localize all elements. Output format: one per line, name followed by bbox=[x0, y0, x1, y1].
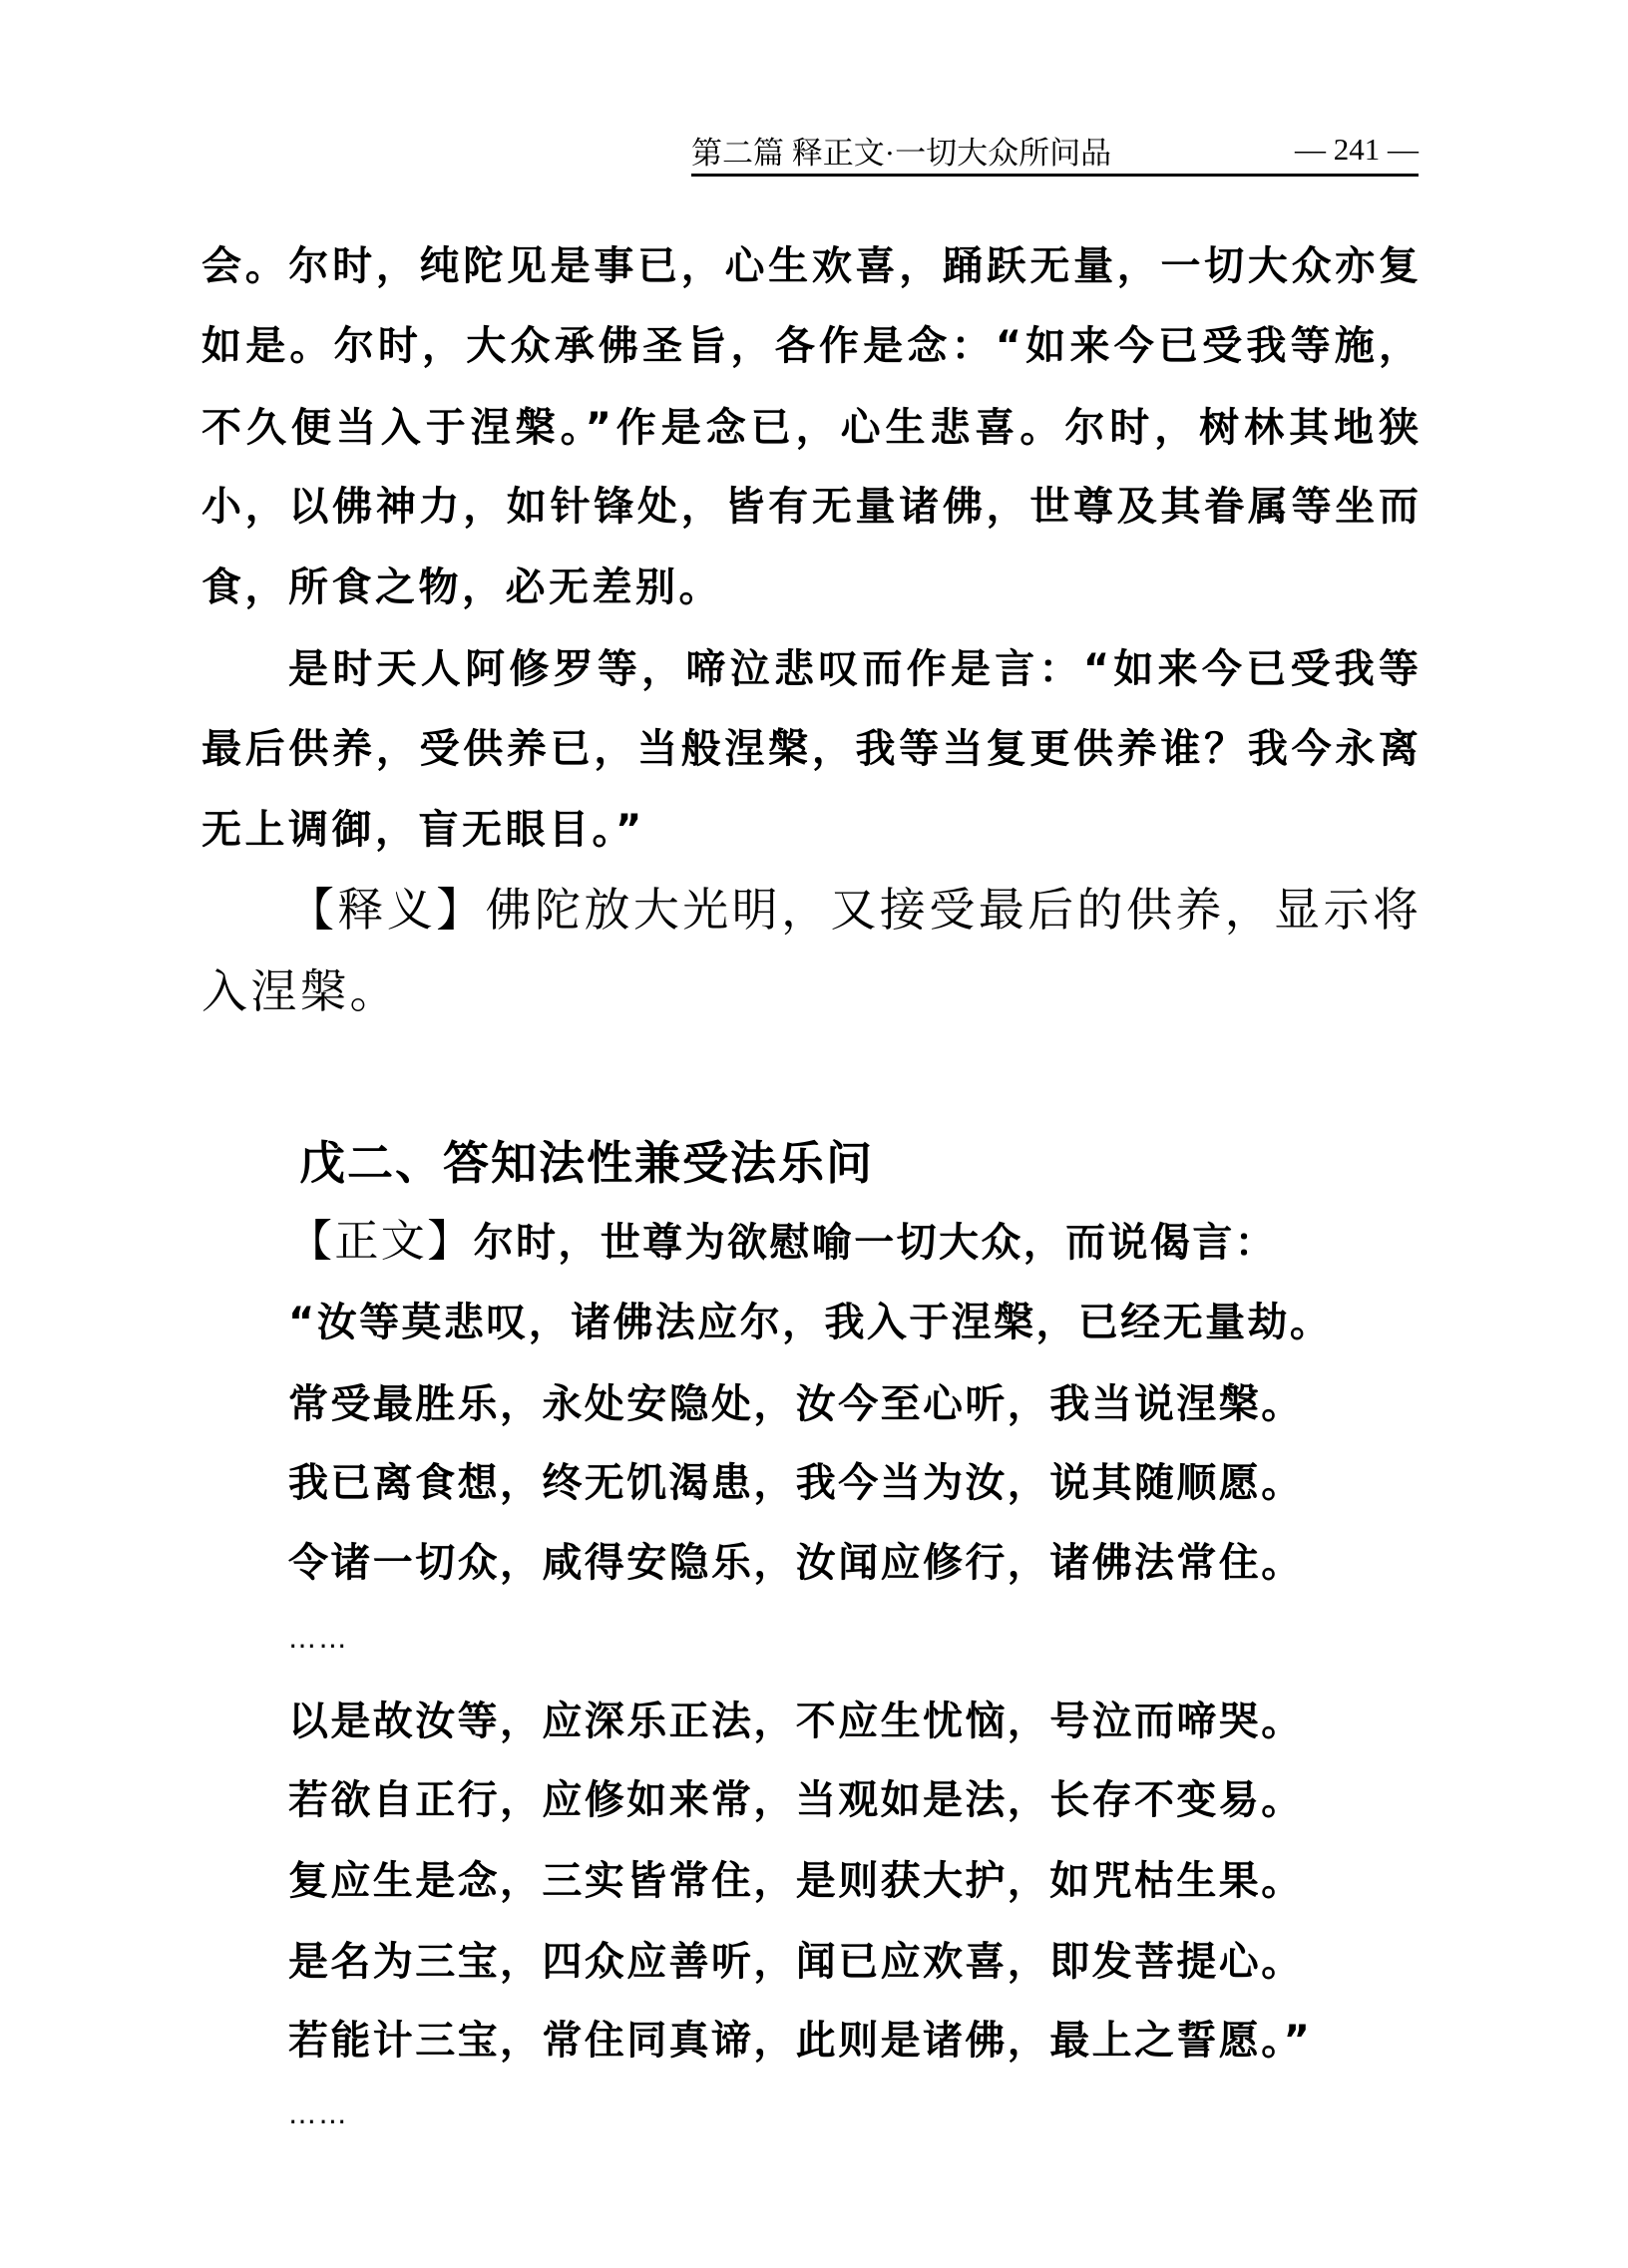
main-text-intro bbox=[288, 1217, 1277, 1267]
body-line: 小，以佛神力，如针锋处，皆有无量诸佛，世尊及其眷属等坐而 bbox=[202, 484, 1419, 530]
verse-line: “汝等莫悲叹，诸佛法应尔，我入于涅槃，已经无量劫。 bbox=[288, 1300, 1333, 1345]
body-line: 食，所食之物，必无差别。 bbox=[202, 565, 722, 610]
section-heading: 戊二、答知法性兼受法乐问 bbox=[299, 1136, 874, 1190]
body-line: 会。尔时，纯陀见是事已，心生欢喜，踊跃无量，一切大众亦复 bbox=[202, 243, 1419, 289]
commentary-line: 入涅槃。 bbox=[202, 966, 399, 1017]
commentary-tag: 【释义】 bbox=[288, 885, 486, 936]
verse-line: 复应生是念，三实皆常住，是则获大护，如咒枯生果。 bbox=[288, 1858, 1304, 1904]
body-line: 如是。尔时，大众承佛圣旨，各作是念：“如来今已受我等施， bbox=[202, 323, 1419, 369]
body-line: 无上调御，盲无眼目。” bbox=[202, 807, 645, 853]
verse-line: 若能计三宝，常住同真谛，此则是诸佛，最上之誓愿。” bbox=[288, 2018, 1313, 2064]
commentary-text: 佛陀放大光明，又接受最后的供养，显示将 bbox=[485, 885, 1420, 936]
running-header bbox=[691, 130, 1419, 170]
body-line: 最后供养，受供养已，当般涅槃，我等当复更供养谁？我今永离 bbox=[202, 726, 1419, 772]
body-line: 是时天人阿修罗等，啼泣悲叹而作是言：“如来今已受我等 bbox=[288, 646, 1419, 692]
verse-line: 令诸一切众，咸得安隐乐，汝闻应修行，诸佛法常住。 bbox=[288, 1540, 1304, 1586]
verse-line: 以是故汝等，应深乐正法，不应生忧恼，号泣而啼哭。 bbox=[288, 1699, 1304, 1744]
intro-text: 尔时，世尊为欲慰喻一切大众，而说偈言： bbox=[473, 1220, 1278, 1266]
header-rule bbox=[691, 174, 1419, 177]
verse-line: 常受最胜乐，永处安隐处，汝今至心听，我当说涅槃。 bbox=[288, 1381, 1304, 1427]
body-line: 不久便当入于涅槃。”作是念已，心生悲喜。尔时，树林其地狭 bbox=[202, 405, 1419, 451]
commentary-line bbox=[288, 886, 1419, 936]
verse-line: 我已离食想，终无饥渴患，我今当为汝，说其随顺愿。 bbox=[288, 1460, 1304, 1506]
page-number: — 241 — bbox=[1295, 132, 1419, 167]
verse-line: 若欲自正行，应修如来常，当观如是法，长存不变易。 bbox=[288, 1777, 1304, 1823]
header-title: 第二篇 释正文·一切大众所问品 bbox=[691, 135, 1112, 171]
ellipsis: …… bbox=[288, 1622, 349, 1655]
ellipsis: …… bbox=[288, 2097, 349, 2130]
verse-line: 是名为三宝，四众应善听，闻已应欢喜，即发菩提心。 bbox=[288, 1939, 1304, 1985]
main-text-tag: 【正文】 bbox=[288, 1217, 474, 1266]
